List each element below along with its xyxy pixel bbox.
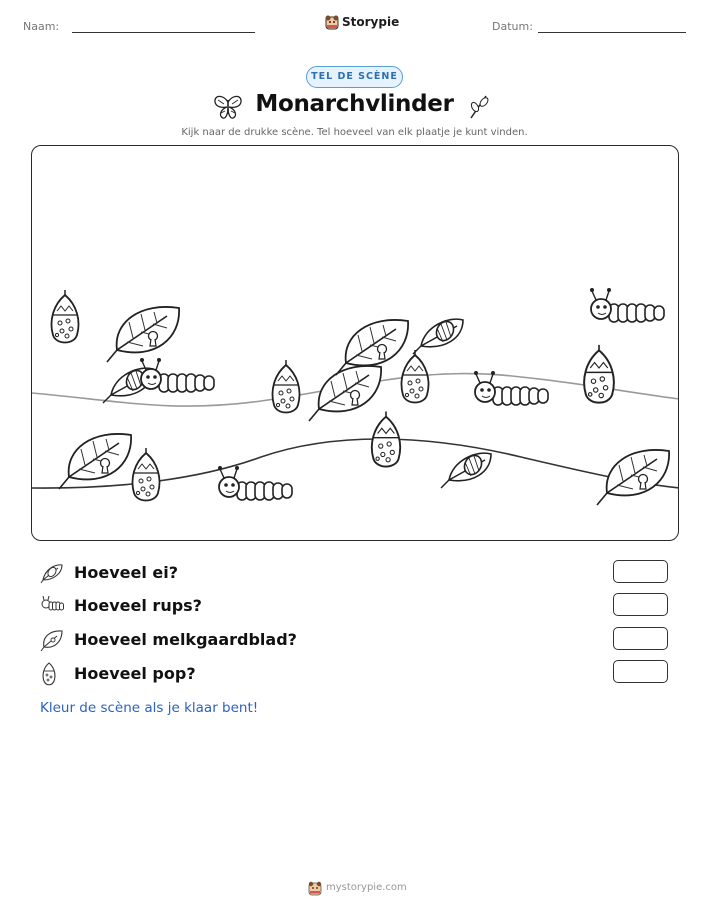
milkweed-leaf-2 <box>309 366 381 421</box>
section-badge: TEL DE SCÈNE <box>306 66 403 88</box>
brand-name: Storypie <box>342 15 400 29</box>
storypie-logo-icon <box>323 13 341 31</box>
milkweed-leaf-4 <box>59 434 131 489</box>
egg-icon <box>40 562 64 584</box>
caterpillar-4 <box>218 466 292 500</box>
chrysalis-5 <box>372 411 400 466</box>
footer-logo-icon <box>307 880 323 896</box>
instructions-subtitle: Kijk naar de drukke scène. Tel hoeveel van elk plaatje je kunt vinden. <box>181 127 528 138</box>
chrysalis-4 <box>584 345 614 403</box>
footer-url[interactable]: mystorypie.com <box>326 882 407 893</box>
name-line[interactable] <box>72 32 255 33</box>
egg-2 <box>413 318 463 354</box>
caterpillar-3 <box>590 288 664 322</box>
answer-box-caterpillar[interactable] <box>613 593 668 616</box>
milkweed-sprig-icon <box>467 93 491 119</box>
scene-illustration <box>32 146 679 541</box>
date-label: Datum: <box>492 20 533 33</box>
page-title: Monarchvlinder <box>255 91 454 117</box>
milkweed-leaf-5 <box>597 450 669 505</box>
chrysalis-1 <box>52 290 79 343</box>
milkweed-leaf-icon <box>40 628 64 652</box>
question-egg: Hoeveel ei? <box>74 563 179 582</box>
milkweed-leaf-1 <box>107 307 179 362</box>
answer-box-egg[interactable] <box>613 560 668 583</box>
chrysalis-2 <box>273 360 300 413</box>
chrysalis-3 <box>402 350 429 403</box>
name-label: Naam: <box>23 20 60 33</box>
answer-box-milkweed-leaf[interactable] <box>613 627 668 650</box>
date-line[interactable] <box>538 32 686 33</box>
butterfly-icon <box>213 94 243 120</box>
coloring-instruction: Kleur de scène als je klaar bent! <box>40 700 259 716</box>
caterpillar-1 <box>140 358 214 392</box>
egg-3 <box>441 452 491 488</box>
question-chrysalis: Hoeveel pop? <box>74 664 196 683</box>
chrysalis-6 <box>133 448 160 501</box>
counting-scene <box>31 145 679 541</box>
chrysalis-icon <box>40 661 58 687</box>
answer-box-chrysalis[interactable] <box>613 660 668 683</box>
caterpillar-icon <box>40 595 66 615</box>
question-milkweed-leaf: Hoeveel melkgaardblad? <box>74 630 297 649</box>
question-caterpillar: Hoeveel rups? <box>74 596 202 615</box>
